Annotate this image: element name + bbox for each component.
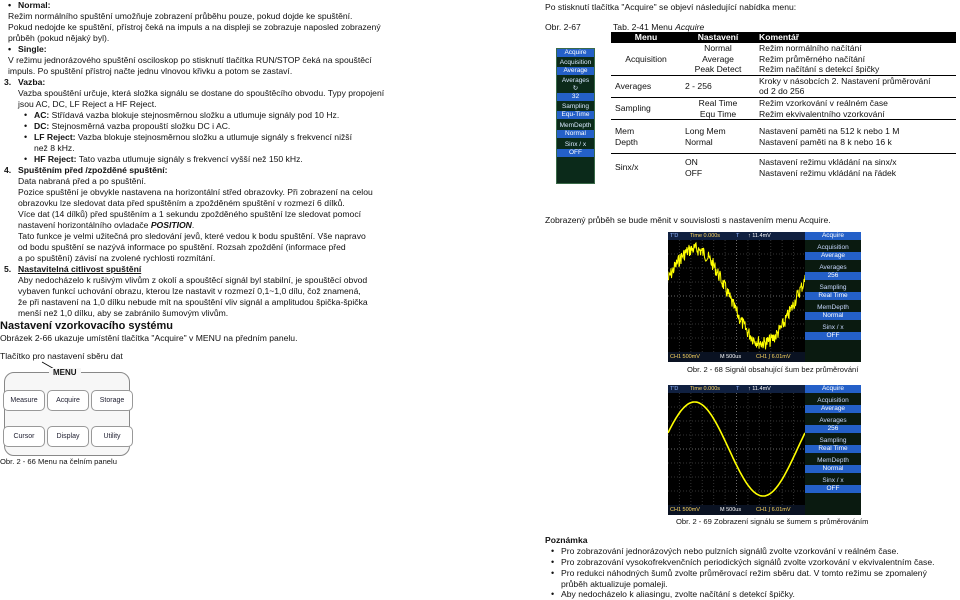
side-item: Acquisition: [817, 397, 849, 404]
button-label: Tlačítko pro nastavení sběru dat: [0, 351, 123, 361]
hf-item: • HF Reject: Tato vazba utlumuje signály s frekvencí vyšší než 150 kHz.: [34, 154, 303, 165]
scope-grid: [668, 393, 805, 505]
setting-value: ON: [685, 157, 698, 168]
vazba-line-1: Vazba spouštění určuje, která složka signálu se dostane do spouštěcího obvodu. Typy propojení: [18, 88, 385, 98]
pre-line-1: Data nabraná před a po spuštění.: [18, 176, 147, 186]
note-item-continued: průběh aktualizuje pomaleji.: [561, 579, 668, 589]
side-item: Acquire: [805, 385, 861, 393]
osc-menu-item: Normal: [557, 130, 594, 138]
scope-bottom-bar: [668, 505, 805, 515]
setting-value: Real Time: [698, 97, 738, 108]
side-item: Real Time: [805, 292, 861, 300]
side-item: OFF: [805, 332, 861, 340]
utility-button[interactable]: Utility: [91, 426, 133, 447]
scope-side-menu: [805, 385, 861, 515]
averaged-waveform: [668, 402, 805, 496]
measure-button[interactable]: Measure: [3, 390, 45, 411]
acquire-table: [611, 32, 956, 181]
setting-value: Equ Time: [699, 108, 737, 119]
side-item: Normal: [805, 312, 861, 320]
side-item: MemDepth: [817, 457, 849, 464]
osc-menu-item: Acquire: [557, 49, 594, 57]
comment-value: Nastavení režimu vkládání na řádek: [759, 167, 897, 178]
menu-value: Depth: [615, 136, 638, 147]
pre-line-5: [18, 220, 194, 231]
osc-menu-item: MemDepth: [559, 122, 592, 129]
normal-line-2: Pokud nedojde ke spuštění, přístroj čeká na impuls a na displeji se zobrazuje naposled zobrazený: [8, 22, 381, 32]
note-title: Poznámka: [545, 535, 588, 545]
comment-value: Režim normálního načítání: [759, 43, 862, 53]
pre-line-5-text: nastavení horizontálního ovladače: [18, 220, 151, 230]
menu-cell: Averages: [611, 75, 681, 97]
comment-value: Nastavení režimu vkládání na sinx/x: [759, 157, 897, 168]
side-item: Acquire: [805, 232, 861, 240]
cursor-button[interactable]: Cursor: [3, 426, 45, 447]
scope-top-label: Time 0.000s: [690, 233, 721, 239]
header-setting: Nastavení: [681, 32, 755, 43]
scope-top-label: T: [736, 233, 740, 239]
table-caption-italic: Acquire: [675, 22, 705, 32]
scope-bottom-bar: [668, 352, 805, 362]
osc-menu-item: Sampling: [561, 103, 590, 110]
position-keyword: POSITION: [150, 220, 192, 230]
noisy-waveform-plot: [668, 240, 805, 352]
single-line-2: impuls. Po spuštění přístroj načte jednu vlnovou křivku a potom se zastaví.: [8, 66, 293, 76]
pre-line-2: Pozice spuštění je obvykle nastavena na horizontální střed obrazovky. Při zobrazení na celou: [18, 187, 373, 197]
comment-value: Nastavení paměti na 512 k nebo 1 M: [759, 126, 900, 137]
table-header-row: [611, 32, 956, 43]
comment-value: Režim vzorkování v reálném čase: [759, 97, 888, 108]
fig66-caption: Obr. 2 - 66 Menu na čelním panelu: [0, 457, 117, 466]
front-panel: [4, 368, 130, 456]
scope-screen-noisy: [668, 232, 861, 362]
sens-line-1: Aby nedocházelo k rušivým vlivům z okolí a spouštěcí signál byl stabilní, je spouštěcí obvod: [18, 275, 368, 285]
side-item: Sinx / x: [822, 477, 844, 484]
single-line-1: V režimu jednorázového spuštění osciloskop po stisknutí tlačítka RUN/STOP čeká na spouštěcí: [8, 55, 372, 65]
ac-text: Střídavá vazba blokuje stejnosměrnou složku a utlumuje signály pod 10 Hz.: [49, 110, 340, 120]
note-item: • Pro redukci náhodných šumů zvolte průměrovací režim sběru dat. V tomto režimu se zpomalený: [561, 568, 927, 579]
comment-cell: [755, 43, 956, 75]
normal-line-1: Režim normálního spuštění umožňuje zobrazení průběhu pouze, pokud dojde ke spuštění.: [8, 11, 353, 21]
lf-item: • LF Reject: Vazba blokuje stejnosměrnou složku a utlumuje signály s frekvencí nižší: [34, 132, 352, 143]
section-intro: Obrázek 2-66 ukazuje umístění tlačítka "Acquire" v MENU na předním panelu.: [0, 333, 298, 343]
setting-value: Normal: [704, 43, 732, 53]
scope-bottom-label: CH1 500mV: [670, 507, 700, 513]
setting-value: Peak Detect: [694, 64, 742, 75]
table-caption-prefix: Tab. 2-41 Menu: [613, 22, 676, 32]
comment-value: Režim ekvivalentního vzorkování: [759, 108, 885, 119]
dc-text: Stejnosměrná vazba propouští složku DC i AC.: [49, 121, 231, 131]
side-item: Averages: [819, 417, 847, 424]
osc-menu-item: 32: [557, 93, 594, 101]
table-row: [611, 120, 956, 154]
scope-bottom-label: CH1 ∫ 6.01mV: [756, 354, 791, 360]
after-table-text: Zobrazený průběh se bude měnit v souvislosti s nastavením menu Acquire.: [545, 215, 831, 225]
acquire-button[interactable]: Acquire: [47, 390, 89, 411]
pre-line-7: od bodu spuštění se nazývá informace po spuštění. Rozsah zpoždění (informace před: [18, 242, 346, 252]
table-row: [611, 154, 956, 181]
scope-grid: [668, 240, 805, 352]
setting-value: Normal: [685, 136, 713, 147]
sens-line-3: že při nastavení na 1,0 dílku nebude mít na spouštění vliv signál a amplitudou špička-špička: [18, 297, 368, 307]
fig67-label: Obr. 2-67: [545, 22, 581, 32]
side-item: Averages: [819, 264, 847, 271]
side-item: Real Time: [805, 445, 861, 453]
note-item: • Pro zobrazování jednorázových nebo pulzních signálů zvolte vzorkování v reálném čase.: [561, 546, 899, 557]
pre-line-8: a po spuštění) závisí na zvolené rychlosti rozmítání.: [18, 253, 216, 263]
menu-cell: [611, 120, 681, 154]
pre-line-4: Více dat (14 dílků) před spuštěním a 1 sekundu zpožděného spuštění lze sledovat pomocí: [18, 209, 362, 219]
side-item: Average: [805, 405, 861, 413]
pre-number: 4.: [4, 165, 12, 175]
comment-cell: [755, 75, 956, 97]
comment-value: od 2 do 256: [759, 86, 805, 97]
scope-bottom-label: M 500us: [720, 507, 742, 513]
setting-cell: [681, 97, 755, 119]
lf-line-2: než 8 kHz.: [34, 143, 75, 153]
vazba-line-2: jsou AC, DC, LF Reject a HF Reject.: [18, 99, 157, 109]
lf-text: Vazba blokuje stejnosměrnou složku a utlumuje signály s frekvencí nižší: [75, 132, 352, 142]
normal-title: • Normal:: [18, 0, 50, 11]
normal-line-3: průběh (pokud nějaký byl).: [8, 33, 110, 43]
pre-line-5-end: .: [191, 220, 195, 230]
comment-value: Režim načítání s detekcí špičky: [759, 64, 880, 75]
side-item: 256: [805, 425, 861, 433]
comment-cell: [755, 120, 956, 154]
note-item: • Pro zobrazování vysokofrekvenčních periodických signálů zvolte vzorkování v ekvivalentním čase.: [561, 557, 935, 568]
table-row: [611, 97, 956, 119]
header-menu: Menu: [611, 32, 681, 43]
setting-cell: [681, 154, 755, 181]
side-item: Sampling: [819, 437, 847, 444]
display-button[interactable]: Display: [47, 426, 89, 447]
side-item: Acquisition: [817, 244, 849, 251]
scope-top-label: Time 0.000s: [690, 386, 721, 392]
menu-value: Mem: [615, 126, 635, 137]
vazba-title: Vazba:: [18, 77, 46, 87]
scope-top-label: T'D: [670, 386, 679, 392]
osc-menu-item: Average: [557, 67, 594, 75]
scope-screen-averaged: [668, 385, 861, 515]
side-item: OFF: [805, 485, 861, 493]
comment-value: Kroky v násobcích 2. Nastavení průměrování: [759, 75, 931, 86]
comment-cell: [755, 154, 956, 181]
setting-value: OFF: [685, 167, 703, 178]
pre-line-6: Tato funkce je velmi užitečná pro sledování jevů, které vedou k bodu spuštění. Vše napravo: [18, 231, 366, 241]
acquire-menu-image: [556, 48, 595, 184]
ac-item: • AC: Střídavá vazba blokuje stejnosměrnou složku a utlumuje signály pod 10 Hz.: [34, 110, 339, 121]
single-title: • Single:: [18, 44, 47, 55]
osc-menu-item: ↻: [572, 85, 579, 92]
setting-cell: [681, 43, 755, 75]
setting-value: Average: [702, 53, 734, 64]
dc-item: • DC: Stejnosměrná vazba propouští složku DC i AC.: [34, 121, 230, 132]
scope-bottom-label: CH1 ∫ 6.01mV: [756, 507, 791, 513]
side-item: MemDepth: [817, 304, 849, 311]
setting-value: Long Mem: [685, 126, 726, 137]
scope-bottom-label: M 500us: [720, 354, 742, 360]
side-item: Normal: [805, 465, 861, 473]
header-comment: Komentář: [755, 32, 956, 43]
scope-top-bar: [668, 232, 805, 240]
sens-line-2: vybaven funkcí uchování obrazu, kterou lze nastavit v rozmezí 0,1~1,0 dílu, čož znamená,: [18, 286, 361, 296]
sens-title: Nastavitelná citlivost spuštění: [18, 264, 142, 274]
comment-cell: [755, 97, 956, 119]
scope-side-menu: [805, 232, 861, 362]
storage-button[interactable]: Storage: [91, 390, 133, 411]
fig69-caption: Obr. 2 - 69 Zobrazení signálu se šumem s průměrováním: [676, 517, 869, 526]
osc-menu-item: Sinx / x: [564, 141, 587, 148]
sens-number: 5.: [4, 264, 12, 274]
comment-value: Režim průměrného načítání: [759, 53, 866, 64]
vazba-number: 3.: [4, 77, 12, 87]
scope-top-label: T'D: [670, 233, 679, 239]
menu-cell: Sampling: [611, 97, 681, 119]
osc-menu-item: Averages: [561, 77, 590, 84]
osc-menu-item: OFF: [557, 149, 594, 157]
scope-top-label: ↑ 11.4mV: [748, 386, 771, 392]
hf-text: Tato vazba utlumuje signály s frekvencí vyšší než 150 kHz.: [76, 154, 303, 164]
side-item: Average: [805, 252, 861, 260]
fig68-caption: Obr. 2 - 68 Signál obsahující šum bez průměrování: [687, 365, 859, 374]
table-row: [611, 75, 956, 97]
setting-cell: [681, 120, 755, 154]
osc-menu-item: Acquisition: [559, 59, 592, 66]
note-item: • Aby nedocházelo k aliasingu, zvolte načítání s detekcí špičky.: [561, 589, 795, 600]
menu-cell: Sinx/x: [611, 154, 681, 181]
side-item: Sinx / x: [822, 324, 844, 331]
table-row: [611, 43, 956, 75]
side-item: 256: [805, 272, 861, 280]
comment-value: Nastavení paměti na 8 k nebo 16 k: [759, 136, 892, 147]
section-heading: Nastavení vzorkovacího systému: [0, 320, 174, 332]
pre-title: Spuštěním před /zpožděné spuštění:: [18, 165, 168, 175]
averaged-waveform-plot: [668, 393, 805, 505]
panel-title: MENU: [49, 368, 81, 378]
scope-top-bar: [668, 385, 805, 393]
osc-menu-item: Equ-Time: [557, 111, 594, 119]
scope-bottom-label: CH1 500mV: [670, 354, 700, 360]
pre-line-3: obrazovku lze sledovat data před spuštěním a zpožděném spuštění v rozmezí 6 dílků.: [18, 198, 345, 208]
sens-line-4: menší než 1,0 dílku, aby se zabránilo šumovým vlivům.: [18, 308, 229, 318]
right-intro: Po stisknutí tlačítka "Acquire" se objeví následující nabídka menu:: [545, 2, 797, 12]
setting-cell: 2 - 256: [681, 75, 755, 97]
table-caption: [613, 22, 704, 33]
scope-top-label: ↑ 11.4mV: [748, 233, 771, 239]
scope-top-label: T: [736, 386, 740, 392]
menu-cell: Acquisition: [625, 53, 667, 64]
side-item: Sampling: [819, 284, 847, 291]
